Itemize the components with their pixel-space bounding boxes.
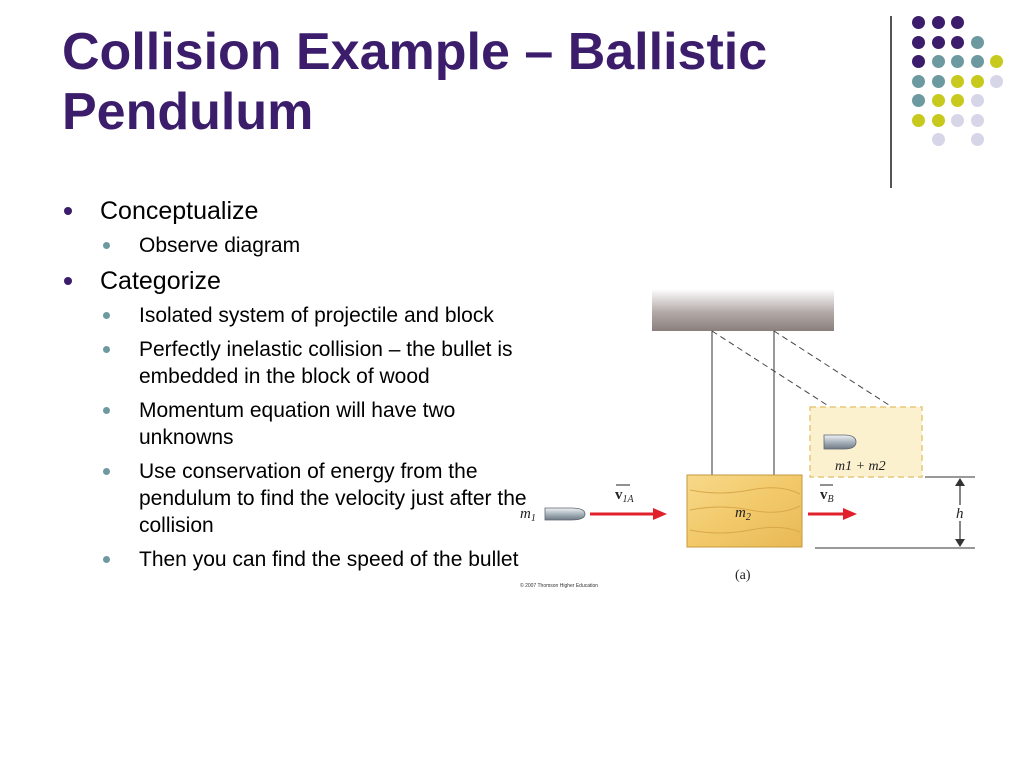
decorative-dot [951,75,964,88]
decorative-dot [990,75,1003,88]
decorative-dot [971,75,984,88]
sub-bullet-item [60,336,530,390]
sub-bullet-text: Observe diagram [139,234,301,257]
decorative-dot [971,114,984,127]
decorative-dot [951,114,964,127]
sub-bullet-item [60,458,530,539]
combined-mass-label: m1 + m2 [835,459,886,474]
sub-bullet-dot-icon [103,468,110,475]
decorative-dot [971,55,984,68]
decorative-dot [912,114,925,127]
decorative-dot [932,133,945,146]
sub-bullet-text: Momentum equation will have two unknowns [139,399,456,449]
slide-title: Collision Example – Ballistic Pendulum [62,23,768,141]
sub-bullet-item [60,397,530,451]
decorative-dot [971,36,984,49]
embedded-bullet-icon [824,435,856,449]
dashed-string [712,331,830,407]
sub-bullet-dot-icon [103,407,110,414]
sub-bullet-item [60,232,530,259]
decorative-dot [912,55,925,68]
height-label: h [956,506,964,522]
bullet-text: Conceptualize [100,197,259,225]
decorative-dot [951,55,964,68]
sub-bullet-text: Isolated system of projectile and block [139,304,494,327]
bullet-icon [545,508,585,520]
sub-bullet-text: Perfectly inelastic collision – the bullet is embedded in the block of wood [139,338,513,388]
sub-bullet-dot-icon [103,346,110,353]
bullet-dot-icon [64,207,72,215]
decorative-dot [951,94,964,107]
block-mass-label: $m_2$ [735,505,751,523]
final-velocity-label: $v_B$ [820,487,834,505]
ceiling-support [652,289,834,331]
sub-bullet-dot-icon [103,556,110,563]
bullet-list [60,196,530,580]
figure-caption: (a) [735,568,751,583]
decorative-dot [912,16,925,29]
initial-velocity-label: $v_{1A}$ [615,487,634,505]
decorative-dot [912,75,925,88]
bullet-item [60,266,530,296]
decorative-dot [951,36,964,49]
bullet-dot-icon [64,277,72,285]
decorative-dot [971,94,984,107]
decorative-dot [932,75,945,88]
sub-bullet-text: Then you can find the speed of the bullet [139,548,519,571]
dashed-string [774,331,892,407]
decorative-dot [932,55,945,68]
sub-bullet-dot-icon [103,312,110,319]
decorative-dot [932,36,945,49]
decorative-dot [932,94,945,107]
decorative-dot [912,94,925,107]
decorative-dot [932,114,945,127]
bullet-text: Categorize [100,267,221,295]
decorative-dot [932,16,945,29]
decorative-dot [951,16,964,29]
title-divider [890,16,892,188]
sub-bullet-item [60,546,530,573]
sub-bullet-text: Use conservation of energy from the pendulum to find the velocity just after the collision [139,460,527,537]
decorative-dot [971,133,984,146]
decorative-dot [990,55,1003,68]
ballistic-pendulum-diagram [515,285,985,589]
sub-bullet-dot-icon [103,242,110,249]
bullet-mass-label: $m_1$ [520,506,536,524]
decorative-dot [912,36,925,49]
copyright-notice: © 2007 Thomson Higher Education [520,583,599,589]
sub-bullet-item [60,302,530,329]
bullet-item [60,196,530,226]
